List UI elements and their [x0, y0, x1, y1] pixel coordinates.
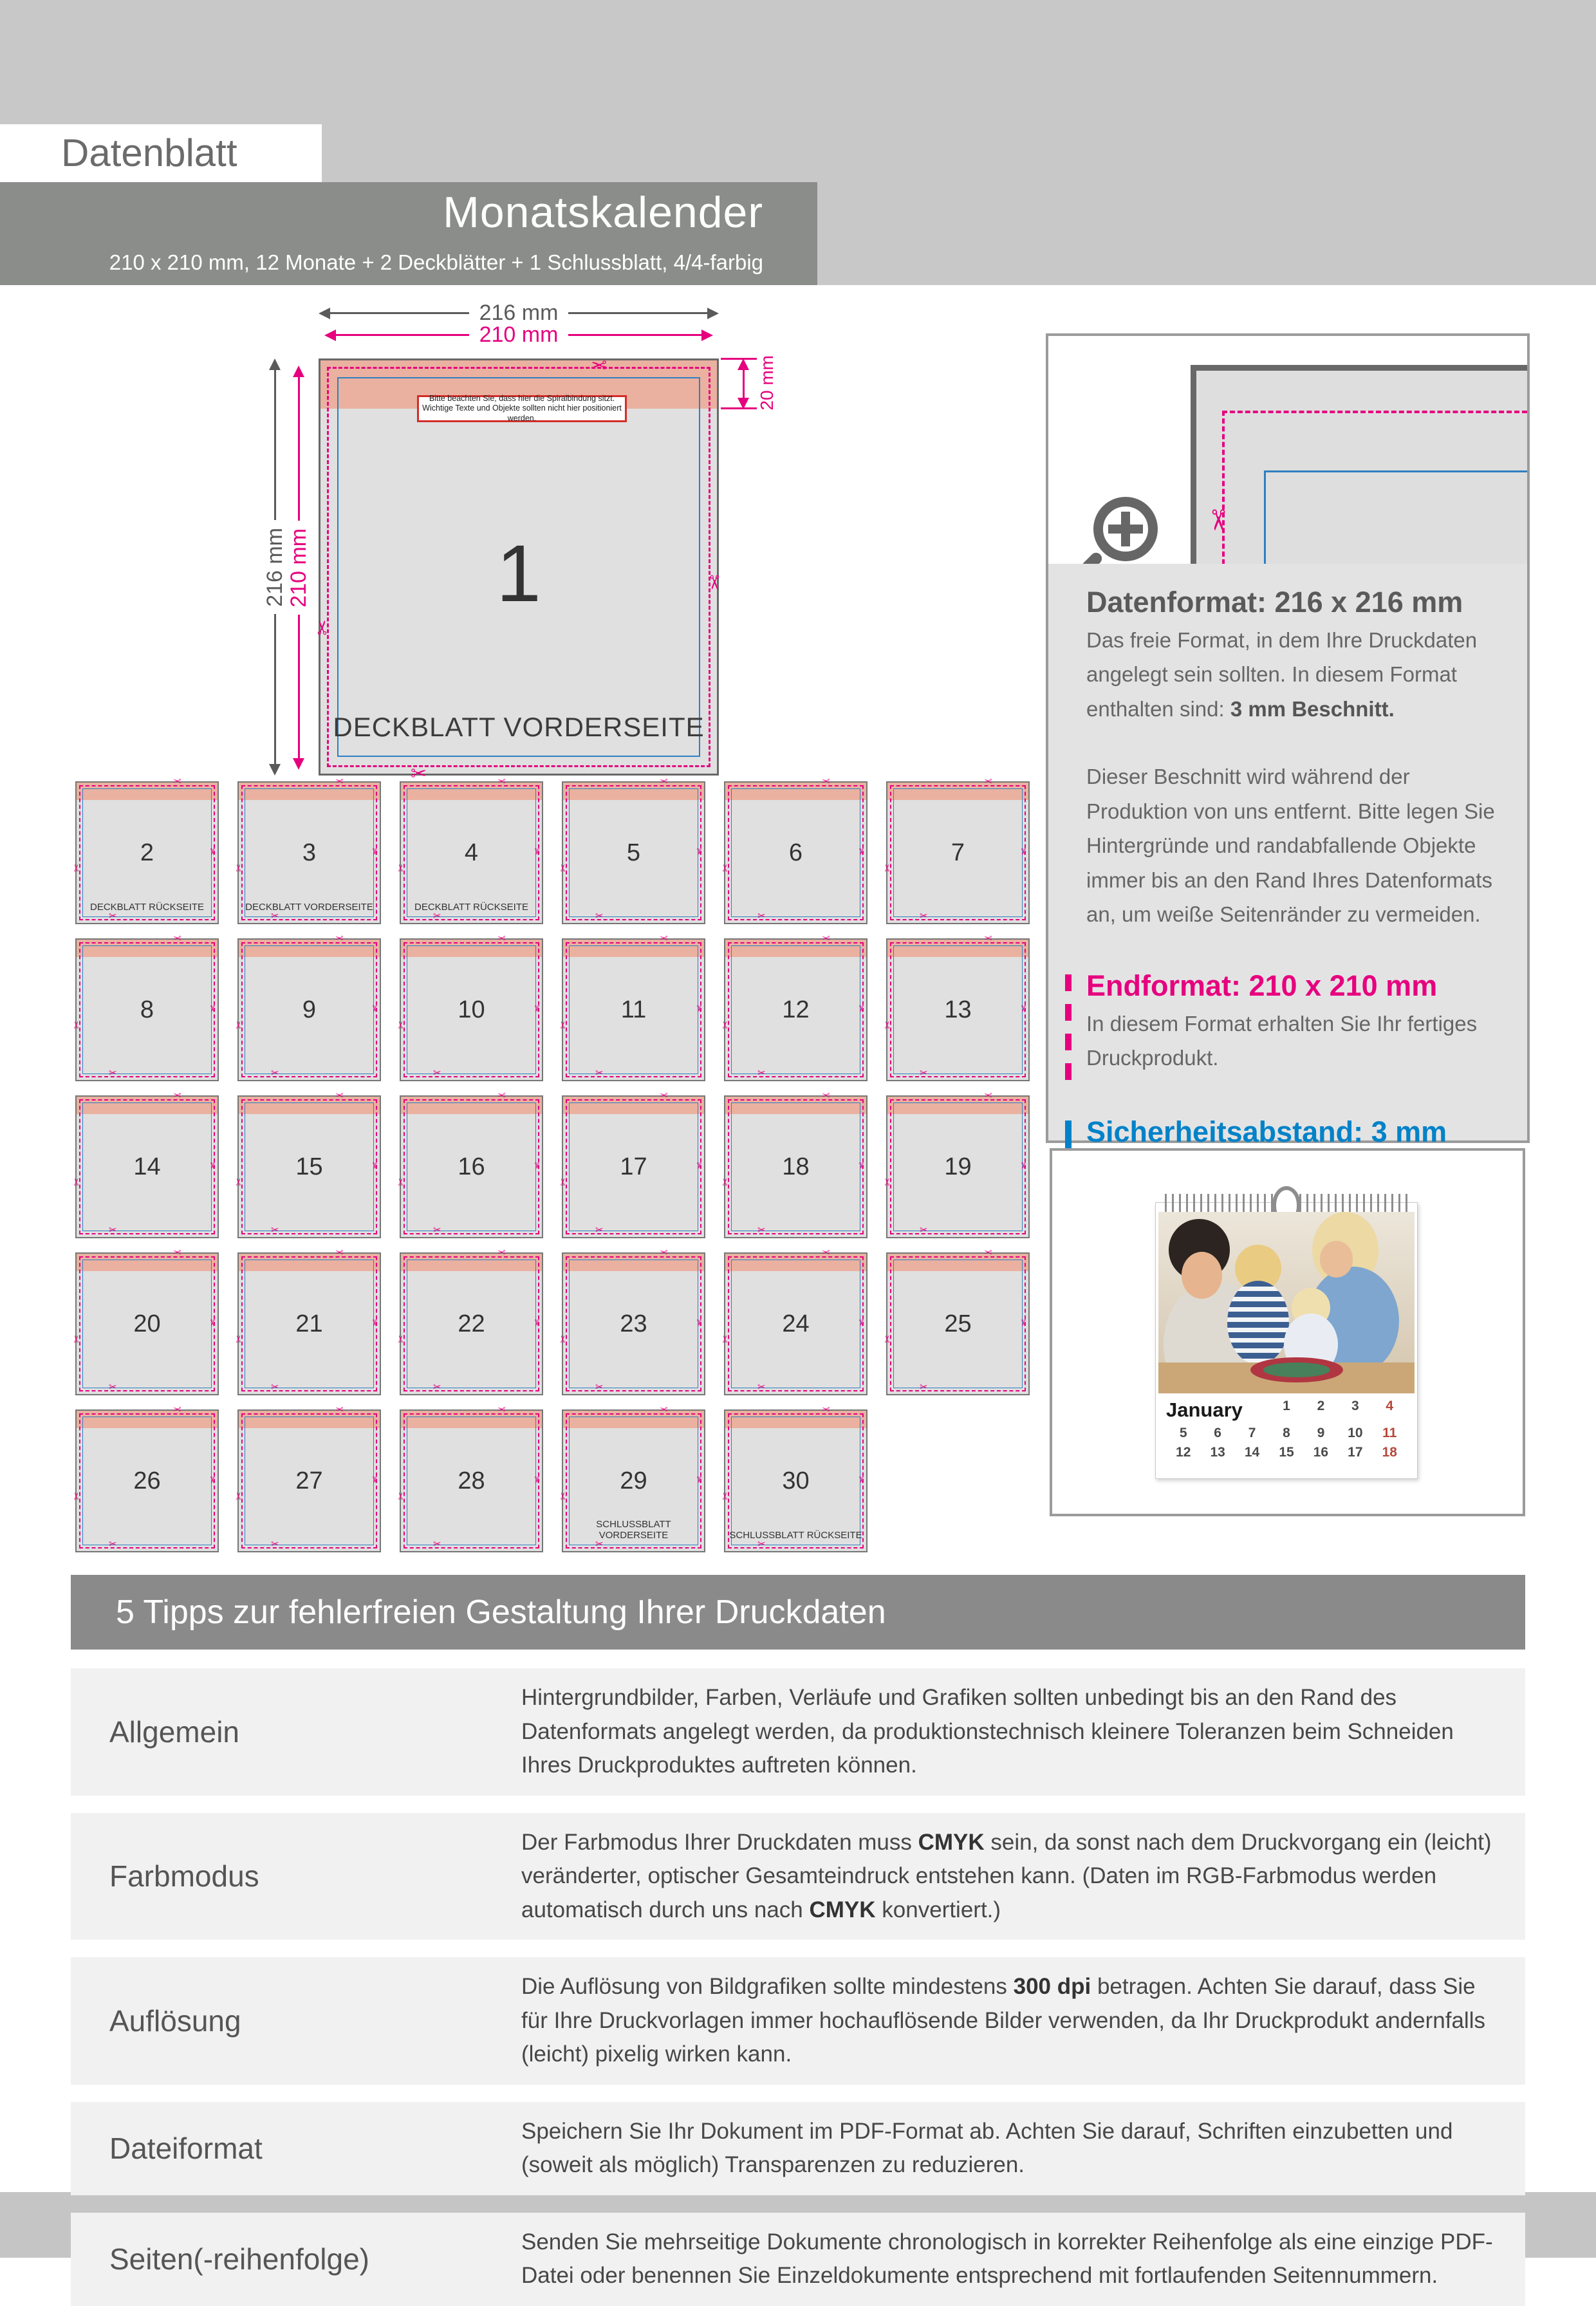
page-thumbnail — [232, 933, 381, 1081]
scissors-icon: ✂ — [757, 1225, 766, 1236]
dimension-left-inner-label: 210 mm — [286, 528, 311, 608]
calendar-day: 3 — [1351, 1399, 1359, 1413]
tip-text — [521, 1826, 1525, 1928]
scissors-icon: ✂ — [855, 848, 866, 856]
page-label: SCHLUSSBLATT RÜCKSEITE — [729, 1530, 862, 1541]
arrow-down-icon — [269, 764, 281, 776]
page-label: DECKBLATT RÜCKSEITE — [414, 902, 528, 913]
page-number: 1 — [496, 529, 541, 618]
trim-line-icon — [1222, 411, 1527, 413]
page-thumbnail — [70, 933, 219, 1081]
tips-table — [71, 1668, 1525, 2306]
page-thumbnail — [70, 1247, 219, 1395]
dimension-left-inner — [286, 366, 311, 770]
scissors-icon: ✂ — [660, 776, 668, 787]
tips-heading-bar — [71, 1575, 1525, 1650]
tip-text — [521, 1681, 1525, 1783]
scissors-icon: ✂ — [368, 1476, 380, 1484]
scissors-icon: ✂ — [880, 1335, 892, 1343]
endformat-block — [1086, 969, 1499, 1075]
page-thumbnail — [394, 776, 543, 924]
scissors-icon: ✂ — [394, 1492, 405, 1500]
scissors-icon: ✂ — [271, 1068, 279, 1079]
page-number: 28 — [458, 1467, 485, 1494]
scissors-icon: ✂ — [855, 1005, 866, 1013]
scissors-icon: ✂ — [718, 1335, 730, 1343]
text-run: Das freie Format, in dem Ihre Druckdaten angelegt sein sollten. In diesem Format enthalten sind: — [1086, 628, 1478, 721]
scissors-icon: ✂ — [70, 1178, 81, 1186]
format-info-section — [1048, 564, 1527, 1148]
scissors-icon: ✂ — [206, 1162, 218, 1170]
scissors-icon: ✂ — [368, 1162, 380, 1170]
datenformat-body2 — [1086, 759, 1499, 931]
text-run: Die Auflösung von Bildgrafiken sollte mindestens — [521, 1974, 1014, 1999]
scissors-icon: ✂ — [232, 1178, 243, 1186]
dimension-top-inner-label: 210 mm — [479, 322, 559, 347]
page-number: 20 — [133, 1310, 161, 1337]
scissors-icon: ✂ — [109, 1539, 117, 1550]
text-run: In diesem Format erhalten Sie Ihr fertiges Druckprodukt. — [1086, 1011, 1478, 1070]
scissors-icon: ✂ — [70, 1492, 81, 1500]
scissors-icon: ✂ — [692, 848, 704, 856]
page-thumbnail — [232, 1247, 381, 1395]
scissors-icon: ✂ — [556, 864, 568, 872]
scissors-icon: ✂ — [173, 1404, 181, 1415]
scissors-icon: ✂ — [718, 1178, 730, 1186]
scissors-icon: ✂ — [368, 848, 380, 856]
calendar-day: 11 — [1382, 1426, 1397, 1440]
scissors-icon: ✂ — [595, 1539, 604, 1550]
page-number: 27 — [295, 1467, 323, 1494]
scissors-icon: ✂ — [984, 933, 992, 944]
page-number: 4 — [464, 839, 479, 866]
calendar-day: 13 — [1210, 1445, 1225, 1460]
page-number: 13 — [944, 996, 972, 1023]
scissors-icon: ✂ — [530, 1476, 542, 1484]
scissors-icon: ✂ — [822, 933, 830, 944]
calendar-day: 14 — [1244, 1445, 1260, 1460]
calendar-day: 12 — [1176, 1445, 1191, 1460]
text-run: konvertiert.) — [875, 1897, 1001, 1922]
arrow-up-icon — [269, 358, 281, 370]
page-number: 7 — [951, 839, 965, 866]
scissors-icon: ✂ — [497, 1404, 506, 1415]
scissors-icon: ✂ — [595, 1068, 604, 1079]
scissors-icon: ✂ — [271, 1382, 279, 1393]
scissors-icon: ✂ — [394, 1021, 405, 1029]
trim-line-icon — [1222, 411, 1225, 564]
dimension-binding — [732, 358, 755, 409]
scissors-icon: ✂ — [920, 911, 928, 922]
page-thumbnail — [556, 933, 705, 1081]
scissors-icon: ✂ — [232, 1021, 243, 1029]
scissors-icon: ✂ — [718, 1492, 730, 1500]
page-number: 26 — [133, 1467, 161, 1494]
tip-label: Auflösung — [109, 2004, 241, 2038]
scissors-icon: ✂ — [433, 1225, 441, 1236]
scissors-icon: ✂ — [530, 1162, 542, 1170]
text-run: Dieser Beschnitt wird während der Produktion von uns entfernt. Bitte legen Sie Hintergründe und randabfallende Objekte immer bis an den Rand Ihres Datenformats an, um weiße Seitenränder zu vermeiden. — [1086, 765, 1495, 927]
scissors-icon: ✂ — [497, 776, 506, 787]
scissors-icon: ✂ — [1202, 508, 1234, 532]
scissors-icon: ✂ — [173, 933, 181, 944]
scissors-icon: ✂ — [411, 763, 427, 785]
calendar-day: 4 — [1386, 1399, 1394, 1413]
tip-row — [71, 2213, 1525, 2306]
scissors-icon: ✂ — [173, 1247, 181, 1258]
calendar-day: 9 — [1317, 1426, 1325, 1440]
text-run: 300 dpi — [1013, 1974, 1091, 1999]
scissors-icon: ✂ — [232, 864, 243, 872]
scissors-icon: ✂ — [206, 1005, 218, 1013]
scissors-icon: ✂ — [660, 1247, 668, 1258]
calendar-day: 7 — [1248, 1426, 1256, 1440]
tip-row — [71, 1957, 1525, 2085]
tip-row — [71, 1813, 1525, 1940]
text-run: betragen. Achten Sie darauf, dass Sie für Ihre Druckvorlagen immer hochauflösende Bilder verwenden, da Ihr Druckprodukt andernfalls (leicht) pixelig wirken kann. — [521, 1974, 1485, 2067]
scissors-icon: ✂ — [757, 1068, 766, 1079]
scissors-icon: ✂ — [855, 1476, 866, 1484]
arrow-up-icon — [293, 366, 304, 377]
calendar-day: 6 — [1214, 1426, 1221, 1440]
calendar-day: 16 — [1313, 1445, 1329, 1460]
datenformat-title: Datenformat: 216 x 216 mm — [1086, 586, 1463, 618]
scissors-icon: ✂ — [70, 1335, 81, 1343]
page-thumbnail — [70, 1404, 219, 1552]
tip-label: Seiten(-reihenfolge) — [109, 2242, 370, 2276]
endformat-title: Endformat: 210 x 210 mm — [1086, 969, 1438, 1002]
dimension-binding-label: 20 mm — [757, 355, 777, 411]
binding-note-line2: Wichtige Texte und Objekte sollten nicht hier positioniert werden. — [422, 404, 622, 423]
scissors-icon: ✂ — [556, 1178, 568, 1186]
page-label: SCHLUSSBLATT VORDERSEITE — [596, 1519, 671, 1541]
scissors-icon: ✂ — [497, 933, 506, 944]
page-number: 16 — [458, 1153, 485, 1180]
product-subtitle: 210 x 210 mm, 12 Monate + 2 Deckblätter + 1 Schlussblatt, 4/4-farbig — [109, 250, 763, 274]
page-thumbnail — [718, 1247, 868, 1395]
page-number: 19 — [944, 1153, 972, 1180]
scissors-icon: ✂ — [109, 1225, 117, 1236]
scissors-icon: ✂ — [173, 776, 181, 787]
scissors-icon: ✂ — [335, 1247, 344, 1258]
text-run: CMYK — [918, 1829, 985, 1855]
page-number: 3 — [302, 839, 317, 866]
page-number: 17 — [620, 1153, 647, 1180]
tip-text — [521, 1970, 1525, 2072]
scissors-icon: ✂ — [556, 1021, 568, 1029]
page-number: 5 — [626, 839, 641, 866]
zoom-in-icon — [1093, 497, 1158, 561]
scissors-icon: ✂ — [595, 1225, 604, 1236]
scissors-icon: ✂ — [530, 848, 542, 856]
scissors-icon: ✂ — [822, 1404, 830, 1415]
page-thumbnail — [718, 1090, 868, 1238]
cover-page-diagram — [310, 355, 725, 785]
text-run: Hintergrundbilder, Farben, Verläufe und Grafiken sollten unbedingt bis an den Rand des Datenformats angelegt werden, da produktionstechnisch kleinere Toleranzen beim Schneiden Ihres Druckproduktes auftreten können. — [521, 1685, 1454, 1778]
calendar-day: 8 — [1283, 1426, 1290, 1440]
tip-row — [71, 2102, 1525, 2195]
scissors-icon: ✂ — [855, 1162, 866, 1170]
scissors-icon: ✂ — [271, 1225, 279, 1236]
scissors-icon: ✂ — [433, 1382, 441, 1393]
arrow-left-icon — [319, 308, 330, 319]
scissors-icon: ✂ — [984, 776, 992, 787]
scissors-icon: ✂ — [1017, 1005, 1028, 1013]
scissors-icon: ✂ — [206, 1476, 218, 1484]
page-number: 14 — [133, 1153, 161, 1180]
page-thumbnail — [880, 933, 1030, 1081]
page-label: DECKBLATT RÜCKSEITE — [90, 902, 204, 913]
tip-label: Farbmodus — [109, 1859, 259, 1893]
arrow-left-icon — [324, 330, 336, 341]
arrow-right-icon — [707, 308, 719, 319]
page-thumbnail — [232, 1090, 381, 1238]
page-number: 11 — [620, 996, 647, 1023]
arrow-right-icon — [701, 330, 713, 341]
scissors-icon: ✂ — [1017, 1162, 1028, 1170]
scissors-icon: ✂ — [232, 1492, 243, 1500]
calendar-sheet — [1155, 1202, 1418, 1479]
scissors-icon: ✂ — [433, 1068, 441, 1079]
page-thumbnail — [70, 776, 219, 924]
scissors-icon: ✂ — [109, 1068, 117, 1079]
product-preview-box — [1050, 1148, 1525, 1516]
page-thumbnail — [232, 1404, 381, 1552]
scissors-icon: ✂ — [660, 933, 668, 944]
scissors-icon: ✂ — [310, 619, 332, 636]
page-thumbnail — [556, 776, 705, 924]
page-thumbnail — [556, 1247, 705, 1395]
scissors-icon: ✂ — [394, 864, 405, 872]
calendar-day: 17 — [1348, 1445, 1363, 1460]
corner-zoom-diagram — [1191, 365, 1527, 564]
scissors-icon: ✂ — [530, 1005, 542, 1013]
datenblatt-corner-box — [0, 124, 322, 182]
scissors-icon: ✂ — [757, 1539, 766, 1550]
dimension-top-inner — [324, 322, 713, 348]
scissors-icon: ✂ — [109, 1382, 117, 1393]
scissors-icon: ✂ — [556, 1335, 568, 1343]
page-thumbnail — [556, 1090, 705, 1238]
arrow-up-icon — [738, 358, 749, 370]
scissors-icon: ✂ — [984, 1090, 992, 1101]
tip-label: Allgemein — [109, 1715, 239, 1749]
scissors-icon: ✂ — [109, 911, 117, 922]
scissors-icon: ✂ — [595, 911, 604, 922]
page-thumbnail — [70, 1090, 219, 1238]
scissors-icon: ✂ — [335, 1404, 344, 1415]
calendar-month-grid — [1158, 1393, 1415, 1476]
calendar-month-label: January — [1166, 1399, 1243, 1421]
header-bar — [0, 182, 817, 285]
scissors-icon: ✂ — [692, 1005, 704, 1013]
arrow-down-icon — [293, 758, 304, 770]
page-thumbnail — [394, 1404, 543, 1552]
page-thumbnail — [880, 1090, 1030, 1238]
page-number: 12 — [782, 996, 810, 1023]
binding-note — [417, 395, 627, 422]
page-thumbnail — [718, 933, 868, 1081]
scissors-icon: ✂ — [530, 1319, 542, 1327]
scissors-icon: ✂ — [718, 864, 730, 872]
calendar-day: 2 — [1317, 1399, 1325, 1413]
scissors-icon: ✂ — [335, 933, 344, 944]
binding-note-line1: Bitte beachten Sie, dass hier die Spiralbindung sitzt. — [429, 393, 615, 403]
scissors-icon: ✂ — [920, 1382, 928, 1393]
page-thumbnail — [394, 1090, 543, 1238]
scissors-icon: ✂ — [692, 1476, 704, 1484]
scissors-icon: ✂ — [497, 1247, 506, 1258]
scissors-icon: ✂ — [433, 1539, 441, 1550]
text-run: Der Farbmodus Ihrer Druckdaten muss — [521, 1829, 918, 1855]
text-run: 3 mm Beschnitt. — [1230, 696, 1395, 721]
scissors-icon: ✂ — [173, 1090, 181, 1101]
scissors-icon: ✂ — [880, 1178, 892, 1186]
datenblatt-label: Datenblatt — [61, 131, 237, 174]
scissors-icon: ✂ — [757, 1382, 766, 1393]
scissors-icon: ✂ — [394, 1335, 405, 1343]
scissors-icon: ✂ — [1017, 1319, 1028, 1327]
text-run: Speichern Sie Ihr Dokument im PDF-Format ab. Achten Sie darauf, Schriften einzubetten und (soweit als möglich) Transparenzen zu reduzieren. — [521, 2118, 1453, 2177]
scissors-icon: ✂ — [920, 1068, 928, 1079]
endformat-body — [1086, 1007, 1499, 1075]
text-run: sein, da sonst nach dem Druckvorgang ein (leicht) veränderter, optischer Gesamteindruck entstehen kann. (Daten im RGB-Farbmodus werden automatisch durch uns nach — [521, 1829, 1492, 1922]
scissors-icon: ✂ — [70, 1021, 81, 1029]
tip-row — [71, 1668, 1525, 1796]
scissors-icon: ✂ — [368, 1319, 380, 1327]
page-number: 25 — [944, 1310, 972, 1337]
scissors-icon: ✂ — [692, 1319, 704, 1327]
tips-heading: 5 Tipps zur fehlerfreien Gestaltung Ihrer Druckdaten — [116, 1594, 886, 1631]
page-number: 23 — [620, 1310, 647, 1337]
datenformat-body1 — [1086, 623, 1499, 726]
calendar-day: 18 — [1382, 1445, 1397, 1460]
scissors-icon: ✂ — [206, 848, 218, 856]
scissors-icon: ✂ — [335, 1090, 344, 1101]
text-run: Senden Sie mehrseitige Dokumente chronologisch in korrekter Reihenfolge als eine einzige PDF-Datei oder benennen Sie Einzeldokumente entsprechend mit fortlaufenden Seitennummern. — [521, 2229, 1493, 2288]
scissors-icon: ✂ — [556, 1492, 568, 1500]
tip-label: Dateiformat — [109, 2132, 263, 2165]
page-thumbnail — [718, 1404, 868, 1552]
scissors-icon: ✂ — [920, 1225, 928, 1236]
scissors-icon: ✂ — [692, 1162, 704, 1170]
page-thumbnail — [394, 933, 543, 1081]
page-number: 22 — [458, 1310, 485, 1337]
scissors-icon: ✂ — [368, 1005, 380, 1013]
page-number: 21 — [295, 1310, 323, 1337]
page-number: 29 — [620, 1467, 647, 1494]
page-number: 2 — [140, 839, 154, 866]
sicherheitsabstand-title: Sicherheitsabstand: 3 mm — [1086, 1115, 1447, 1148]
scissors-icon: ✂ — [822, 776, 830, 787]
page-number: 24 — [782, 1310, 810, 1337]
page-label: DECKBLATT VORDERSEITE — [333, 712, 705, 742]
tip-text — [521, 2226, 1525, 2293]
dimension-left-outer — [262, 358, 288, 776]
scissors-icon: ✂ — [718, 1021, 730, 1029]
calendar-day: 10 — [1348, 1426, 1363, 1440]
scissors-icon: ✂ — [1017, 848, 1028, 856]
page-number: 6 — [788, 839, 803, 866]
calendar-product-photo — [1158, 1212, 1415, 1393]
scissors-icon: ✂ — [757, 911, 766, 922]
scissors-icon: ✂ — [880, 864, 892, 872]
dimension-left-outer-label: 216 mm — [262, 527, 287, 607]
page-number: 18 — [782, 1153, 810, 1180]
scissors-icon: ✂ — [984, 1247, 992, 1258]
scissors-icon: ✂ — [660, 1404, 668, 1415]
pages-thumbnail-grid — [70, 776, 1030, 1552]
scissors-icon: ✂ — [394, 1178, 405, 1186]
scissors-icon: ✂ — [822, 1247, 830, 1258]
page-number: 15 — [295, 1153, 323, 1180]
scissors-icon: ✂ — [660, 1090, 668, 1101]
product-title: Monatskalender — [443, 188, 763, 237]
page-label: DECKBLATT VORDERSEITE — [245, 902, 373, 913]
safety-line-icon — [1264, 470, 1266, 564]
dimension-top-outer-label: 216 mm — [479, 301, 559, 325]
page-thumbnail — [232, 776, 381, 924]
calendar-day: 5 — [1179, 1426, 1187, 1440]
page-thumbnail — [880, 776, 1030, 924]
endformat-dash-marker — [1065, 974, 1072, 1083]
scissors-icon: ✂ — [335, 776, 344, 787]
arrow-down-icon — [738, 398, 749, 409]
scissors-icon: ✂ — [880, 1021, 892, 1029]
scissors-icon: ✂ — [232, 1335, 243, 1343]
scissors-icon: ✂ — [703, 574, 725, 591]
scissors-icon: ✂ — [433, 911, 441, 922]
safety-line-icon — [1264, 470, 1527, 472]
scissors-icon: ✂ — [206, 1319, 218, 1327]
scissors-icon: ✂ — [591, 355, 608, 377]
page-number: 9 — [302, 996, 317, 1023]
scissors-icon: ✂ — [497, 1090, 506, 1101]
text-run: CMYK — [809, 1897, 876, 1922]
scissors-icon: ✂ — [271, 1539, 279, 1550]
page-thumbnail — [556, 1404, 705, 1552]
page-thumbnail — [880, 1247, 1030, 1395]
scissors-icon: ✂ — [271, 911, 279, 922]
scissors-icon: ✂ — [855, 1319, 866, 1327]
page-number: 10 — [458, 996, 485, 1023]
page-thumbnail — [394, 1247, 543, 1395]
calendar-day: 1 — [1283, 1399, 1290, 1413]
info-panel — [1046, 333, 1530, 1148]
page-number: 30 — [782, 1467, 810, 1494]
scissors-icon: ✂ — [595, 1382, 604, 1393]
page-number: 8 — [140, 996, 154, 1023]
scissors-icon: ✂ — [822, 1090, 830, 1101]
scissors-icon: ✂ — [70, 864, 81, 872]
page-thumbnail — [718, 776, 868, 924]
tip-text — [521, 2115, 1525, 2182]
calendar-day: 15 — [1279, 1445, 1294, 1460]
